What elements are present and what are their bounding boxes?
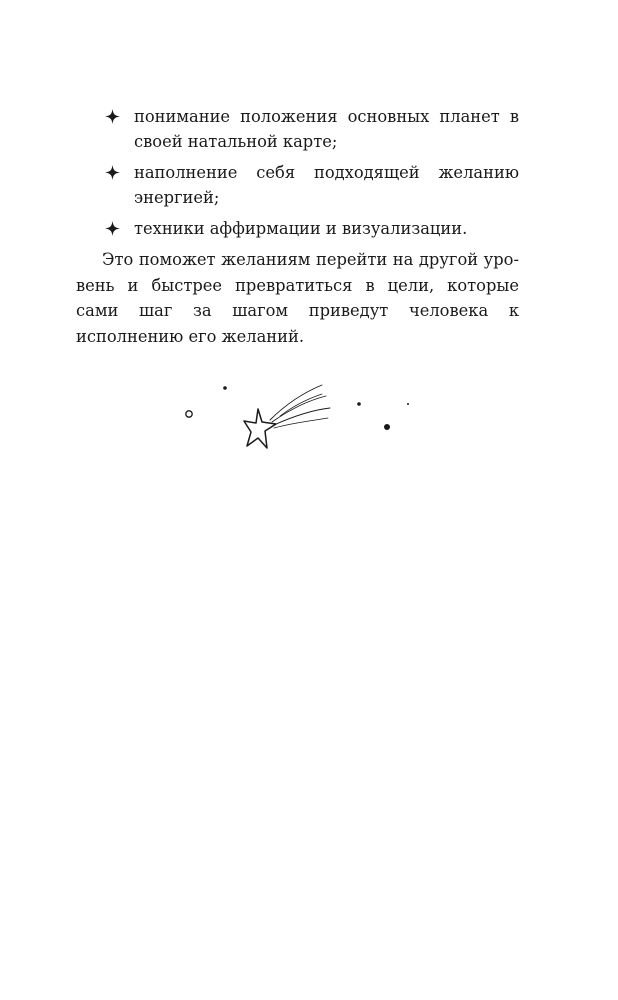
bullet-text: техники аффирмации и визуализации. xyxy=(134,219,468,238)
body-paragraph: Это поможет желаниям перейти на другой уровень и быстрее превратиться в цели, которые сами шаг за шагом приведут человека к исполнению его желаний. xyxy=(76,250,519,346)
four-point-star-bullet-icon xyxy=(103,160,121,185)
page-content xyxy=(76,104,519,349)
four-point-star-bullet-icon xyxy=(103,104,121,129)
list-item xyxy=(76,160,519,210)
bullet-text: наполнение себя подходящей желанию энергией; xyxy=(134,163,519,207)
list-item xyxy=(76,104,519,154)
bullet-list xyxy=(76,104,519,241)
shooting-star-icon xyxy=(170,378,430,458)
list-item xyxy=(76,216,519,241)
four-point-star-bullet-icon xyxy=(103,216,121,241)
bullet-text: понимание положения основных планет в своей натальной карте; xyxy=(134,107,519,151)
